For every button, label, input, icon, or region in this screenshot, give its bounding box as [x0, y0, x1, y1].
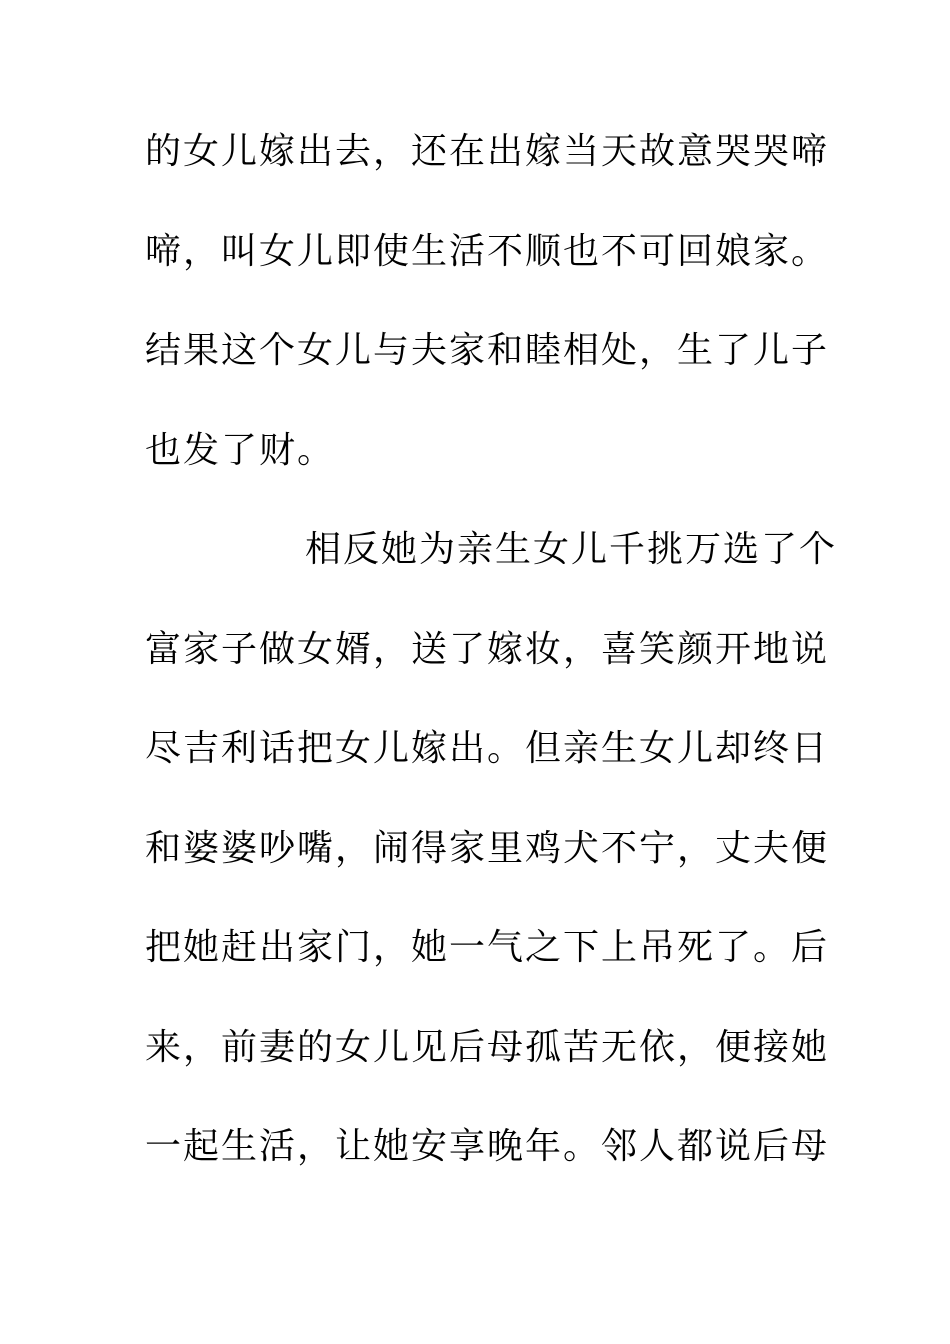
document-body	[145, 122, 838, 1217]
text-line: 的女儿嫁出去，还在出嫁当天故意哭哭啼	[145, 131, 830, 172]
text-line: 啼，叫女儿即使生活不顺也不可回娘家。	[145, 230, 830, 272]
text-line: 富家子做女婿，送了嫁妆，喜笑颜开地说	[145, 628, 830, 670]
paragraph-start-line: 相反她为亲生女儿千挑万选了个	[305, 529, 838, 570]
text-line: 和婆婆吵嘴，闹得家里鸡犬不宁，丈夫便	[145, 827, 830, 869]
text-line: 一起生活，让她安享晚年。邻人都说后母	[145, 1126, 830, 1167]
text-line: 结果这个女儿与夫家和睦相处，生了儿子	[145, 330, 830, 371]
text-line: 把她赶出家门，她一气之下上吊死了。后	[145, 927, 830, 968]
text-line: 也发了财。	[145, 429, 336, 471]
text-line: 尽吉利话把女儿嫁出。但亲生女儿却终日	[145, 728, 830, 769]
text-line: 来，前妻的女儿见后母孤苦无依，便接她	[145, 1026, 830, 1068]
